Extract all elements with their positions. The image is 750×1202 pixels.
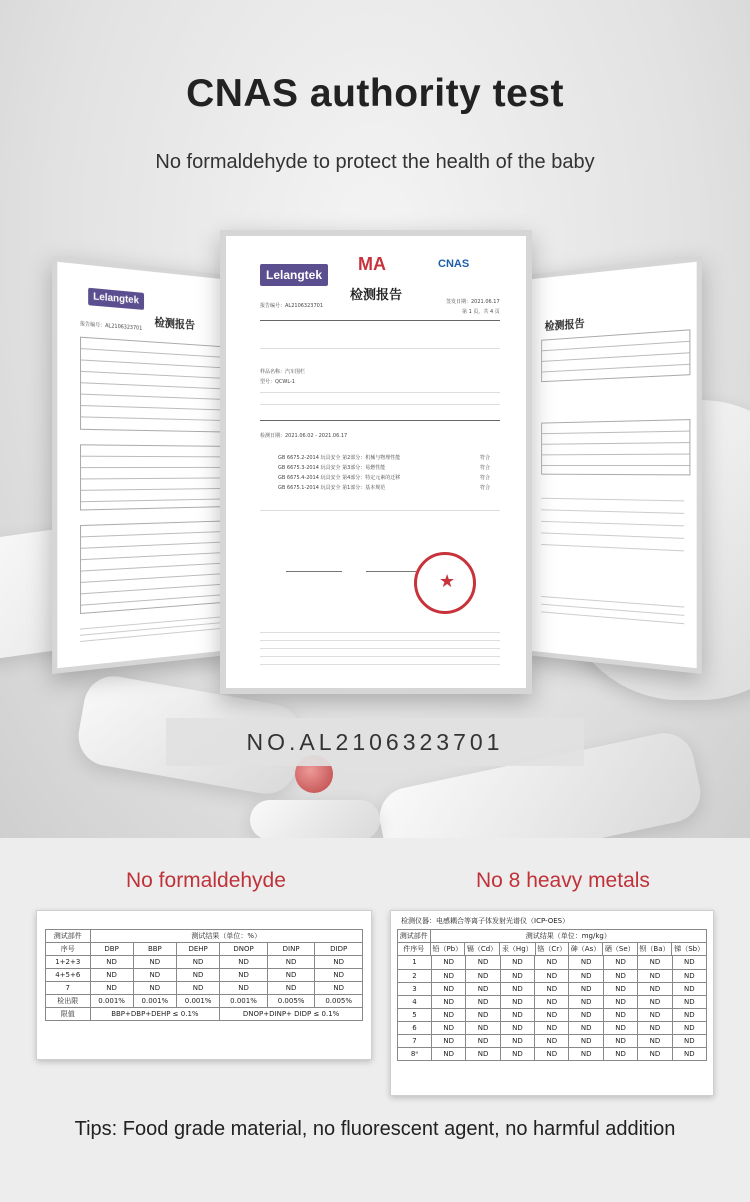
table-cell: ND — [431, 1021, 465, 1034]
side-report-right — [525, 256, 702, 674]
table-cell: ND — [638, 956, 672, 969]
table-cell: ND — [466, 956, 500, 969]
column-header: DIDP — [315, 943, 363, 956]
table-header: 测试部件 — [398, 930, 431, 943]
table-row — [46, 956, 363, 969]
formaldehyde-label: No formaldehyde — [126, 869, 286, 892]
conclusion: 符合 — [480, 455, 491, 461]
table-cell: ND — [672, 1008, 706, 1021]
side-report-left — [52, 256, 229, 674]
table-row — [398, 969, 707, 982]
heavy-metals-table-card — [390, 910, 714, 1096]
page-count: 第 1 页，共 4 页 — [462, 309, 500, 315]
table-cell: ND — [569, 1008, 603, 1021]
test-date: 检测日期：2021.06.02 - 2021.06.17 — [260, 433, 348, 439]
table-cell: ND — [90, 982, 133, 995]
table-cell: ND — [535, 982, 569, 995]
table-cell: 0.005% — [315, 995, 363, 1008]
result-line: GB 6675.3-2014 玩具安全 第3部分：易燃性能 — [278, 465, 386, 471]
table-cell: ND — [638, 1008, 672, 1021]
table-header: 测试结果（单位：%） — [90, 930, 363, 943]
table-header: 测试结果（单位：mg/kg） — [430, 930, 706, 943]
table-cell: ND — [220, 982, 268, 995]
table-cell: ND — [672, 1047, 706, 1060]
table-row — [398, 1021, 707, 1034]
report-title: 检测报告 — [154, 315, 195, 332]
result-line: GB 6675.1-2014 玩具安全 第1部分：基本规范 — [278, 485, 386, 491]
table-cell: ND — [500, 1008, 534, 1021]
table-row — [398, 995, 707, 1008]
table-cell: ND — [267, 982, 315, 995]
table-cell: 0.001% — [90, 995, 133, 1008]
table-cell: ND — [535, 969, 569, 982]
table-cell: ND — [431, 969, 465, 982]
column-header: 镉（Cd） — [464, 943, 499, 956]
table-cell: ND — [535, 1034, 569, 1047]
table-cell: 3 — [398, 982, 432, 995]
table-cell: ND — [133, 982, 176, 995]
table-cell: ND — [500, 956, 534, 969]
table-cell: ND — [466, 1008, 500, 1021]
column-header: 硒（Se） — [603, 943, 637, 956]
column-header: 铬（Cr） — [535, 943, 568, 956]
table-cell: ND — [672, 982, 706, 995]
table-row — [46, 969, 363, 982]
column-header: DNOP — [220, 943, 268, 956]
column-header: DEHP — [177, 943, 220, 956]
table-cell: 1+2+3 — [46, 956, 91, 969]
table-cell: 7 — [46, 982, 91, 995]
column-header: 钡（Ba） — [637, 943, 672, 956]
center-report — [220, 230, 532, 694]
table-cell: ND — [500, 1034, 534, 1047]
heavy-metals-label: No 8 heavy metals — [476, 869, 650, 892]
result-line: GB 6675.4-2014 玩具安全 第4部分：特定元素的迁移 — [278, 475, 401, 481]
report-number: 报告编号：AL2106323701 — [80, 321, 143, 332]
table-cell: 7 — [398, 1034, 432, 1047]
table-cell: ND — [315, 956, 363, 969]
table-cell: 0.005% — [267, 995, 315, 1008]
heavy-metals-table — [397, 929, 707, 956]
table-cell: ND — [603, 1034, 637, 1047]
table-cell: ND — [569, 995, 603, 1008]
tips-text: Tips: Food grade material, no fluorescent agent, no harmful addition — [74, 1118, 676, 1140]
table-cell: ND — [500, 995, 534, 1008]
table-cell: ND — [603, 969, 637, 982]
table-cell: ND — [315, 969, 363, 982]
table-cell: DNOP+DINP+ DIDP ≤ 0.1% — [220, 1008, 363, 1021]
table-cell: ND — [672, 1021, 706, 1034]
table-cell: ND — [220, 956, 268, 969]
column-header: 砷（As） — [568, 943, 602, 956]
table-cell: ND — [603, 1047, 637, 1060]
table-row — [398, 956, 707, 969]
brand-logo: Lelangtek — [88, 288, 144, 310]
table-cell: 0.001% — [133, 995, 176, 1008]
report-table — [541, 419, 690, 475]
table-cell: ND — [466, 1047, 500, 1060]
report-title: 检测报告 — [544, 316, 585, 333]
table-cell: ND — [672, 969, 706, 982]
table-cell: ND — [672, 1034, 706, 1047]
column-header: 件序号 — [398, 943, 431, 956]
table-row — [398, 1047, 707, 1060]
table-cell: ND — [638, 982, 672, 995]
conclusion: 符合 — [480, 485, 491, 491]
table-cell: ND — [569, 956, 603, 969]
table-cell: ND — [267, 956, 315, 969]
report-table — [80, 521, 222, 614]
table-cell: ND — [466, 982, 500, 995]
table-cell: ND — [603, 1021, 637, 1034]
table-cell: 1 — [398, 956, 432, 969]
table-row — [398, 982, 707, 995]
table-cell: ND — [90, 969, 133, 982]
table-cell: 检出限 — [46, 995, 91, 1008]
table-cell: ND — [177, 982, 220, 995]
column-header: DBP — [90, 943, 133, 956]
table-row — [46, 1008, 363, 1021]
report-table — [80, 337, 222, 433]
conclusion: 符合 — [480, 465, 491, 471]
table-cell: 2 — [398, 969, 432, 982]
table-cell: ND — [603, 982, 637, 995]
column-header: BBP — [133, 943, 176, 956]
table-cell: ND — [603, 995, 637, 1008]
table-cell: ND — [466, 969, 500, 982]
table-cell: ND — [220, 969, 268, 982]
table-cell: ND — [431, 995, 465, 1008]
table-cell: ND — [431, 1008, 465, 1021]
table-cell: ND — [603, 1008, 637, 1021]
column-header: 汞（Hg） — [500, 943, 535, 956]
table-cell: 限值 — [46, 1008, 91, 1021]
conclusion: 符合 — [480, 475, 491, 481]
table-cell: ND — [535, 956, 569, 969]
brand-logo: Lelangtek — [260, 264, 328, 286]
table-cell: ND — [569, 1034, 603, 1047]
table-cell: ND — [431, 982, 465, 995]
report-title: 检测报告 — [350, 288, 403, 303]
cma-logo: MA — [358, 254, 386, 274]
report-number: 报告编号：AL2106323701 — [260, 303, 324, 309]
signature — [366, 558, 416, 572]
issue-date: 签发日期：2021.06.17 — [446, 299, 500, 305]
table-row — [46, 982, 363, 995]
instrument-caption: 检测仪器：电感耦合等离子体发射光谱仪（ICP-OES） — [401, 917, 570, 925]
table-cell: ND — [431, 1047, 465, 1060]
column-header: DINP — [267, 943, 315, 956]
table-cell: 4+5+6 — [46, 969, 91, 982]
table-cell: ND — [90, 956, 133, 969]
table-cell: ND — [638, 1034, 672, 1047]
result-line: GB 6675.2-2014 玩具安全 第2部分：机械与物理性能 — [278, 455, 401, 461]
table-row — [46, 995, 363, 1008]
table-cell: ND — [638, 969, 672, 982]
table-cell: ND — [535, 1008, 569, 1021]
table-cell: 4 — [398, 995, 432, 1008]
column-header: 锑（Sb） — [672, 943, 707, 956]
report-table — [541, 329, 690, 382]
heavy-metals-rows — [397, 956, 707, 1061]
table-cell: ND — [603, 956, 637, 969]
table-cell: 0.001% — [220, 995, 268, 1008]
table-cell: ND — [638, 995, 672, 1008]
decor-shape — [250, 800, 380, 838]
table-cell: ND — [672, 995, 706, 1008]
table-cell: 6 — [398, 1021, 432, 1034]
sample-model: 型号：QCWL-1 — [260, 379, 296, 385]
table-row — [398, 1034, 707, 1047]
table-cell: ND — [535, 1021, 569, 1034]
table-cell: ND — [569, 982, 603, 995]
report-table — [80, 444, 222, 510]
table-cell: 5 — [398, 1008, 432, 1021]
table-cell: ND — [177, 956, 220, 969]
table-cell: ND — [133, 956, 176, 969]
table-cell: ND — [535, 995, 569, 1008]
table-cell: ND — [569, 1047, 603, 1060]
table-cell: ND — [500, 982, 534, 995]
table-cell: ND — [466, 995, 500, 1008]
table-cell: ND — [466, 1021, 500, 1034]
table-cell: ND — [466, 1034, 500, 1047]
signature — [286, 558, 342, 572]
table-cell: ND — [133, 969, 176, 982]
column-header: 铅（Pb） — [430, 943, 464, 956]
table-cell: ND — [569, 1021, 603, 1034]
table-cell: ND — [431, 956, 465, 969]
sample-name: 样品名称：汽车围栏 — [260, 369, 306, 375]
phthalate-result-table — [45, 929, 363, 1021]
phthalate-result-table-card — [36, 910, 372, 1060]
table-cell: ND — [177, 969, 220, 982]
table-cell: ND — [315, 982, 363, 995]
table-cell: 0.001% — [177, 995, 220, 1008]
table-header: 测试部件 — [46, 930, 91, 943]
table-cell: ND — [500, 1047, 534, 1060]
table-row — [398, 1008, 707, 1021]
page-subtitle: No formaldehyde to protect the health of the baby — [155, 151, 595, 173]
table-cell: BBP+DBP+DEHP ≤ 0.1% — [90, 1008, 220, 1021]
official-stamp: ★ — [414, 552, 476, 614]
table-cell: ND — [569, 969, 603, 982]
column-header: 序号 — [46, 943, 91, 956]
report-reference-number: NO.AL2106323701 — [166, 718, 584, 766]
table-cell: ND — [267, 969, 315, 982]
table-cell: ND — [672, 956, 706, 969]
page-title: CNAS authority test — [186, 72, 564, 115]
table-cell: ND — [535, 1047, 569, 1060]
table-cell: ND — [431, 1034, 465, 1047]
table-cell: ND — [638, 1021, 672, 1034]
table-cell: ND — [500, 969, 534, 982]
cnas-logo: CNAS — [438, 258, 470, 270]
table-cell: 8ᵃ — [398, 1047, 432, 1060]
table-cell: ND — [500, 1021, 534, 1034]
table-cell: ND — [638, 1047, 672, 1060]
